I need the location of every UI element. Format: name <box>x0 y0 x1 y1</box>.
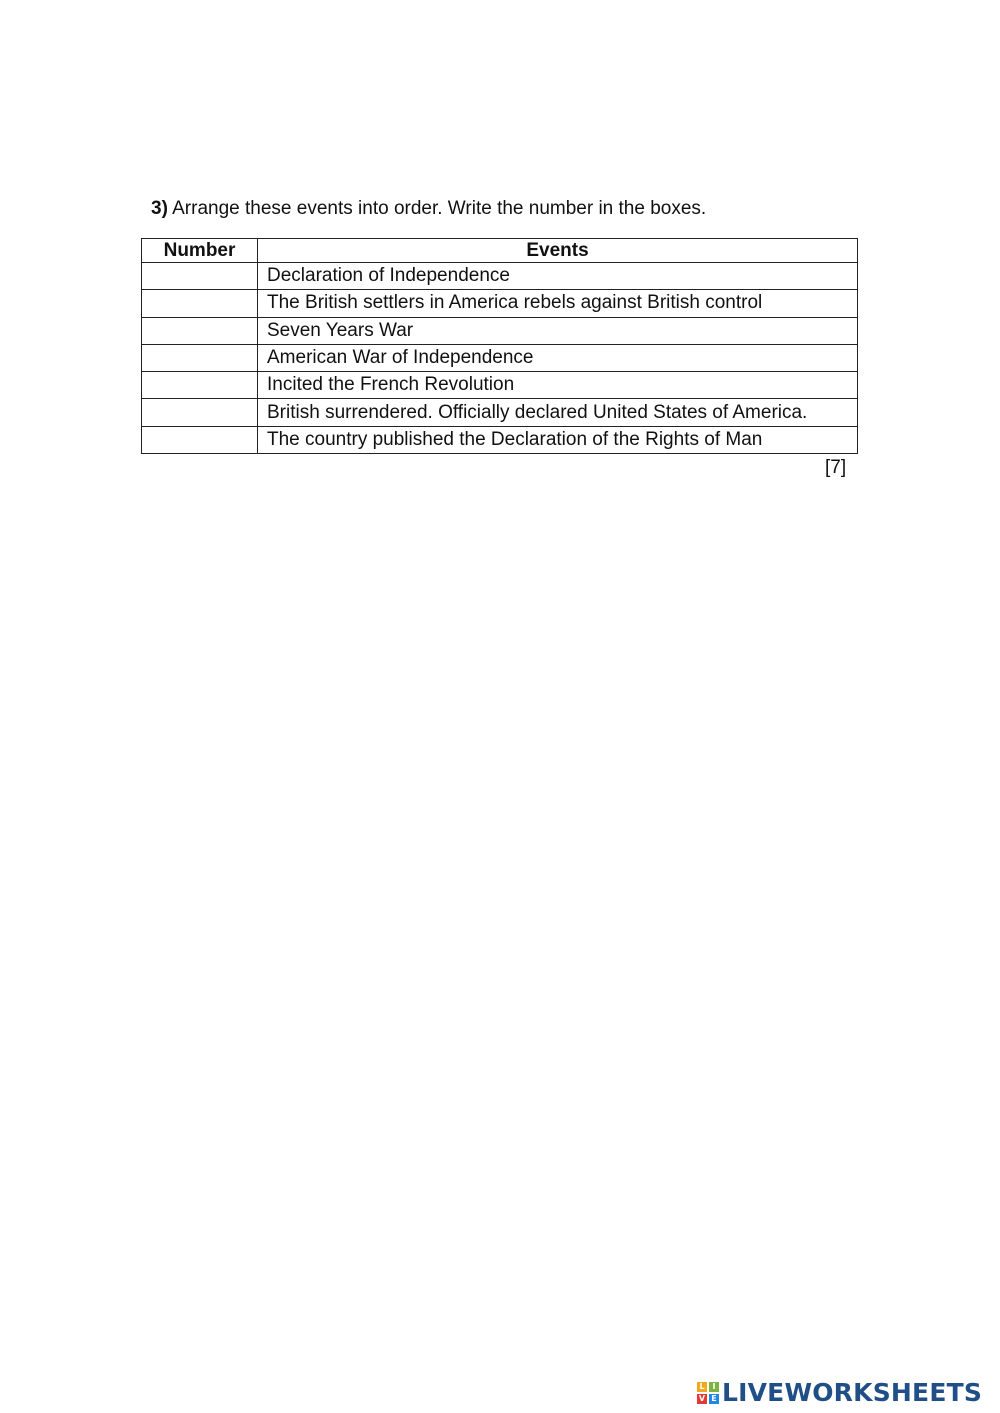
event-text: British surrendered. Officially declared United States of America. <box>258 399 858 426</box>
events-table <box>141 238 858 454</box>
marks-total: [7] <box>825 457 847 478</box>
event-text: The British settlers in America rebels against British control <box>258 290 858 317</box>
table-row <box>142 372 858 399</box>
table-row <box>142 344 858 371</box>
table-row <box>142 290 858 317</box>
logo-mark-letter: L <box>697 1382 707 1392</box>
question-prompt <box>151 198 706 220</box>
event-text: American War of Independence <box>258 344 858 371</box>
event-text: The country published the Declaration of the Rights of Man <box>258 426 858 453</box>
question-text: Arrange these events into order. Write the number in the boxes. <box>167 198 707 219</box>
table-row <box>142 263 858 290</box>
table-row <box>142 317 858 344</box>
number-answer-box[interactable] <box>142 290 258 317</box>
number-answer-box[interactable] <box>142 263 258 290</box>
table-header-row <box>142 239 858 263</box>
number-column-header: Number <box>142 239 258 263</box>
number-answer-box[interactable] <box>142 399 258 426</box>
number-answer-box[interactable] <box>142 317 258 344</box>
number-answer-box[interactable] <box>142 372 258 399</box>
number-answer-box[interactable] <box>142 426 258 453</box>
events-column-header: Events <box>258 239 858 263</box>
table-row <box>142 426 858 453</box>
question-number: 3) <box>151 198 168 219</box>
logo-mark-letter: E <box>709 1394 719 1404</box>
number-answer-box[interactable] <box>142 344 258 371</box>
logo-mark-letter: V <box>698 1394 706 1403</box>
liveworksheets-logo <box>697 1378 982 1408</box>
event-text: Declaration of Independence <box>258 263 858 290</box>
logo-wordmark: LIVEWORKSHEETS <box>722 1378 983 1407</box>
event-text: Incited the French Revolution <box>258 372 858 399</box>
logo-mark-letter: I <box>709 1382 719 1392</box>
event-text: Seven Years War <box>258 317 858 344</box>
logo-mark-icon <box>697 1382 719 1404</box>
table-row <box>142 399 858 426</box>
